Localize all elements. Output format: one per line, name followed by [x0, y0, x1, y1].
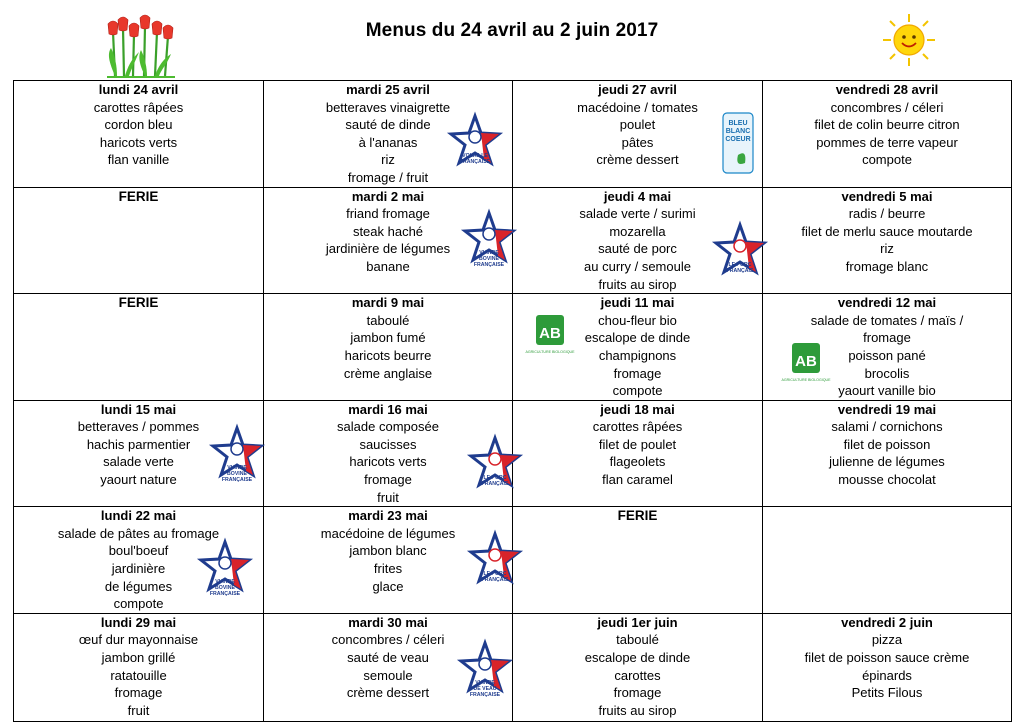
menu-item: escalope de dinde — [584, 330, 691, 346]
menu-item: flan vanille — [107, 152, 170, 168]
menu-day-cell — [513, 81, 763, 188]
menu-item: sauté de dinde — [345, 117, 431, 133]
menu-item: concombres / céleri — [830, 99, 944, 115]
menu-item: crème dessert — [346, 685, 430, 701]
menu-day — [763, 188, 1011, 276]
menu-item: salade verte — [103, 454, 174, 470]
svg-text:AGRICULTURE BIOLOGIQUE: AGRICULTURE BIOLOGIQUE — [781, 378, 831, 383]
menu-item: haricots verts — [349, 454, 427, 470]
week-row — [14, 507, 1012, 614]
menu-item: fruits au sirop — [598, 276, 677, 292]
svg-text:AB: AB — [795, 353, 817, 371]
menu-day-cell — [763, 400, 1012, 507]
menu-day — [513, 614, 762, 720]
menu-item: champignons — [598, 347, 677, 363]
menu-day — [14, 614, 263, 720]
holiday-label: FERIE — [118, 188, 159, 204]
day-heading: lundi 24 avril — [98, 82, 179, 97]
sun-icon — [881, 12, 937, 73]
menu-item: poisson pané — [848, 347, 926, 363]
page-title: Menus du 24 avril au 2 juin 2017 — [365, 20, 659, 41]
menu-item: glace — [372, 578, 404, 594]
day-heading: mardi 2 mai — [351, 188, 425, 204]
volaille-origin-logo-icon — [448, 113, 502, 175]
day-heading: jeudi 27 avril — [598, 82, 677, 97]
menu-item: œuf dur mayonnaise — [78, 632, 199, 648]
day-heading: lundi 22 mai — [100, 508, 177, 524]
menu-item: pommes de terre vapeur — [816, 134, 958, 150]
menu-item: salami / cornichons — [831, 419, 943, 435]
menu-item: crème anglaise — [343, 365, 433, 381]
menu-item: pâtes — [621, 134, 654, 150]
week-row — [14, 81, 1012, 188]
day-heading: mardi 25 avril — [346, 82, 430, 97]
day-heading: lundi 15 mai — [100, 401, 177, 417]
menu-day-cell — [763, 613, 1012, 721]
week-row — [14, 294, 1012, 401]
menu-item: fromage — [613, 365, 662, 381]
menu-day — [14, 81, 263, 169]
week-row — [14, 187, 1012, 294]
day-heading: mardi 16 mai — [348, 401, 428, 417]
svg-text:BLEU: BLEU — [728, 120, 748, 127]
week-row — [14, 400, 1012, 507]
menu-item: au curry / semoule — [584, 258, 691, 274]
menu-item: escalope de dinde — [584, 650, 691, 665]
viande-bovine-origin-logo-icon — [462, 210, 516, 272]
svg-text:FRANÇAISE: FRANÇAISE — [209, 591, 241, 598]
empty-cell — [763, 507, 1012, 614]
menu-item: filet de poulet — [598, 436, 677, 452]
menu-day-cell — [513, 613, 763, 721]
menu-item: filet de merlu sauce moutarde — [801, 223, 973, 239]
menu-day-cell — [264, 81, 513, 188]
menu-day-cell — [14, 400, 264, 507]
menu-item: filet de poisson — [843, 436, 931, 452]
menu-item: riz — [880, 241, 894, 257]
menu-item: crème dessert — [596, 152, 679, 168]
menu-item: ratatouille — [110, 667, 167, 683]
menu-item: salade verte / surimi — [579, 206, 696, 222]
menu-item: flan caramel — [602, 472, 673, 488]
organic-ab-logo-icon — [781, 342, 831, 393]
menu-item: de légumes — [104, 578, 173, 594]
menu-day — [513, 401, 762, 489]
menu-item: chou-fleur bio — [598, 312, 677, 328]
menu-item: fromage — [364, 472, 412, 488]
svg-text:BOVINE: BOVINE — [479, 255, 499, 262]
menu-item: fruit — [377, 489, 399, 505]
menu-day — [763, 614, 1011, 702]
svg-text:VIANDE: VIANDE — [227, 464, 247, 471]
menu-item: haricots verts — [99, 134, 178, 150]
svg-text:BLANC: BLANC — [725, 128, 751, 135]
svg-text:VIANDE: VIANDE — [475, 679, 495, 686]
holiday-label: FERIE — [617, 508, 658, 524]
menu-item: fromage — [613, 685, 662, 701]
menu-day-cell — [264, 400, 513, 507]
menu-item: yaourt nature — [100, 472, 177, 488]
menu-item: fromage — [863, 330, 911, 346]
menu-item: banane — [366, 258, 410, 274]
porc-origin-logo-icon — [713, 222, 767, 284]
menu-item: filet de poisson sauce crème — [804, 650, 970, 665]
menu-day — [763, 401, 1011, 489]
holiday-label: FERIE — [118, 295, 159, 311]
svg-text:VIANDE: VIANDE — [479, 249, 499, 256]
menu-item: carottes râpées — [592, 419, 683, 435]
holiday-cell — [14, 187, 264, 294]
svg-text:AB: AB — [539, 325, 561, 343]
menu-item: compote — [862, 152, 912, 168]
menu-item: flageolets — [609, 454, 666, 470]
menu-item: carottes — [614, 667, 661, 683]
menu-item: jambon grillé — [101, 650, 176, 665]
menu-item: poulet — [619, 117, 656, 133]
menu-item: concombres / céleri — [331, 632, 445, 648]
svg-text:DE VEAU: DE VEAU — [473, 685, 497, 692]
organic-ab-logo-icon — [525, 314, 575, 365]
svg-text:FRANÇAIS: FRANÇAIS — [481, 480, 509, 487]
menu-day-cell — [14, 81, 264, 188]
menu-item: jardinière de légumes — [325, 241, 451, 257]
day-heading: vendredi 28 avril — [835, 82, 939, 97]
menu-item: pizza — [871, 632, 903, 648]
menu-item: yaourt vanille bio — [838, 383, 936, 399]
svg-text:AGRICULTURE BIOLOGIQUE: AGRICULTURE BIOLOGIQUE — [525, 350, 575, 355]
menu-day-cell — [264, 613, 513, 721]
holiday-cell — [14, 294, 264, 401]
menu-item: Petits Filous — [851, 685, 923, 701]
menu-item: semoule — [363, 667, 413, 683]
day-heading: mardi 9 mai — [351, 295, 425, 311]
viande-bovine-origin-logo-icon — [210, 425, 264, 487]
menu-day-cell — [513, 400, 763, 507]
menu-item: compote — [612, 383, 663, 399]
svg-text:COEUR: COEUR — [725, 136, 751, 143]
svg-text:LE PORC: LE PORC — [483, 571, 507, 578]
menu-day — [264, 294, 512, 382]
day-heading: jeudi 4 mai — [603, 188, 672, 204]
svg-text:LE PORC: LE PORC — [728, 261, 752, 268]
svg-text:BOVINE: BOVINE — [227, 470, 247, 477]
day-heading: jeudi 11 mai — [600, 295, 675, 311]
day-heading: vendredi 19 mai — [837, 401, 937, 417]
menu-day-cell — [513, 187, 763, 294]
menu-day-cell — [513, 294, 763, 401]
menu-item: salade de tomates / maïs / — [810, 312, 964, 328]
menu-table — [13, 80, 1012, 722]
menu-item: boul'boeuf — [108, 543, 169, 559]
menu-item: steak haché — [352, 223, 424, 239]
menu-item: jambon blanc — [349, 543, 427, 559]
svg-text:FRANÇAISE: FRANÇAISE — [459, 159, 491, 165]
menu-item: saucisses — [359, 436, 417, 452]
menu-item: julienne de légumes — [829, 454, 945, 470]
menu-item: salade composée — [337, 419, 439, 435]
menu-day-cell — [763, 81, 1012, 188]
svg-text:FRANÇAISE: FRANÇAISE — [221, 476, 253, 483]
menu-day-cell — [264, 294, 513, 401]
menu-item: hachis parmentier — [86, 436, 191, 452]
day-heading: lundi 29 mai — [100, 614, 177, 630]
menu-item: mousse chocolat — [838, 472, 936, 488]
menu-item: jardinière — [111, 561, 166, 577]
menu-day-cell — [763, 294, 1012, 401]
menu-item: sauté de veau — [347, 650, 429, 665]
menu-day-cell — [264, 507, 513, 614]
menu-item: carottes râpées — [93, 99, 184, 115]
day-heading: vendredi 5 mai — [841, 188, 933, 204]
menu-item: brocolis — [864, 365, 910, 381]
menu-item: macédoine de légumes — [320, 525, 456, 541]
menu-item: betteraves / pommes — [77, 419, 200, 435]
menu-item: taboulé — [366, 312, 410, 328]
menu-item: compote — [113, 596, 164, 612]
day-heading: jeudi 18 mai — [600, 401, 675, 417]
viande-bovine-origin-logo-icon — [198, 539, 252, 601]
menu-item: friand fromage — [346, 206, 430, 222]
day-heading: jeudi 1er juin — [597, 614, 678, 630]
day-heading: vendredi 12 mai — [837, 295, 937, 311]
menu-item: haricots beurre — [344, 347, 432, 363]
menu-item: à l'ananas — [358, 134, 418, 150]
veau-origin-logo-icon — [458, 640, 512, 702]
menu-item: taboulé — [616, 632, 659, 648]
menu-day-cell — [14, 507, 264, 614]
svg-text:FRANÇAISE: FRANÇAISE — [469, 691, 501, 698]
menu-item: betteraves vinaigrette — [325, 99, 451, 115]
svg-text:FRANÇAIS: FRANÇAIS — [481, 577, 509, 584]
menu-item: fruits au sirop — [598, 702, 677, 718]
menu-item: riz — [381, 152, 395, 168]
svg-text:BOVINE: BOVINE — [215, 585, 235, 592]
menu-day — [763, 81, 1011, 169]
menu-item: sauté de porc — [598, 241, 677, 257]
day-heading: vendredi 2 juin — [841, 614, 933, 630]
menu-item: cordon bleu — [104, 117, 173, 133]
svg-text:LE PORC: LE PORC — [483, 474, 507, 481]
tulips-icon — [105, 12, 177, 83]
menu-item: macédoine / tomates — [577, 99, 698, 115]
menu-item: filet de colin beurre citron — [814, 117, 960, 133]
menu-item: mozarella — [609, 223, 666, 239]
svg-text:VIANDE: VIANDE — [215, 579, 235, 586]
day-heading: mardi 30 mai — [348, 614, 428, 630]
menu-item: fruit — [127, 702, 150, 718]
menu-day-cell — [264, 187, 513, 294]
menu-item: frites — [373, 561, 403, 577]
menu-day-cell — [14, 613, 264, 721]
menu-item: jambon fumé — [350, 330, 426, 346]
week-row — [14, 613, 1012, 721]
day-heading: mardi 23 mai — [348, 508, 428, 524]
menu-item: fromage blanc — [845, 258, 929, 274]
svg-text:FRANÇAISE: FRANÇAISE — [473, 261, 505, 268]
menu-day-cell — [763, 187, 1012, 294]
menu-item: fromage / fruit — [347, 169, 429, 185]
menu-item: salade de pâtes au fromage — [57, 525, 220, 541]
menu-item: radis / beurre — [848, 206, 926, 222]
menu-item: fromage — [114, 685, 163, 701]
svg-text:FRANÇAIS: FRANÇAIS — [726, 267, 754, 274]
menu-item: épinards — [862, 667, 912, 683]
bleu-blanc-coeur-logo-icon — [721, 111, 755, 180]
holiday-cell — [513, 507, 763, 614]
svg-text:VOLAILLE: VOLAILLE — [462, 153, 488, 159]
